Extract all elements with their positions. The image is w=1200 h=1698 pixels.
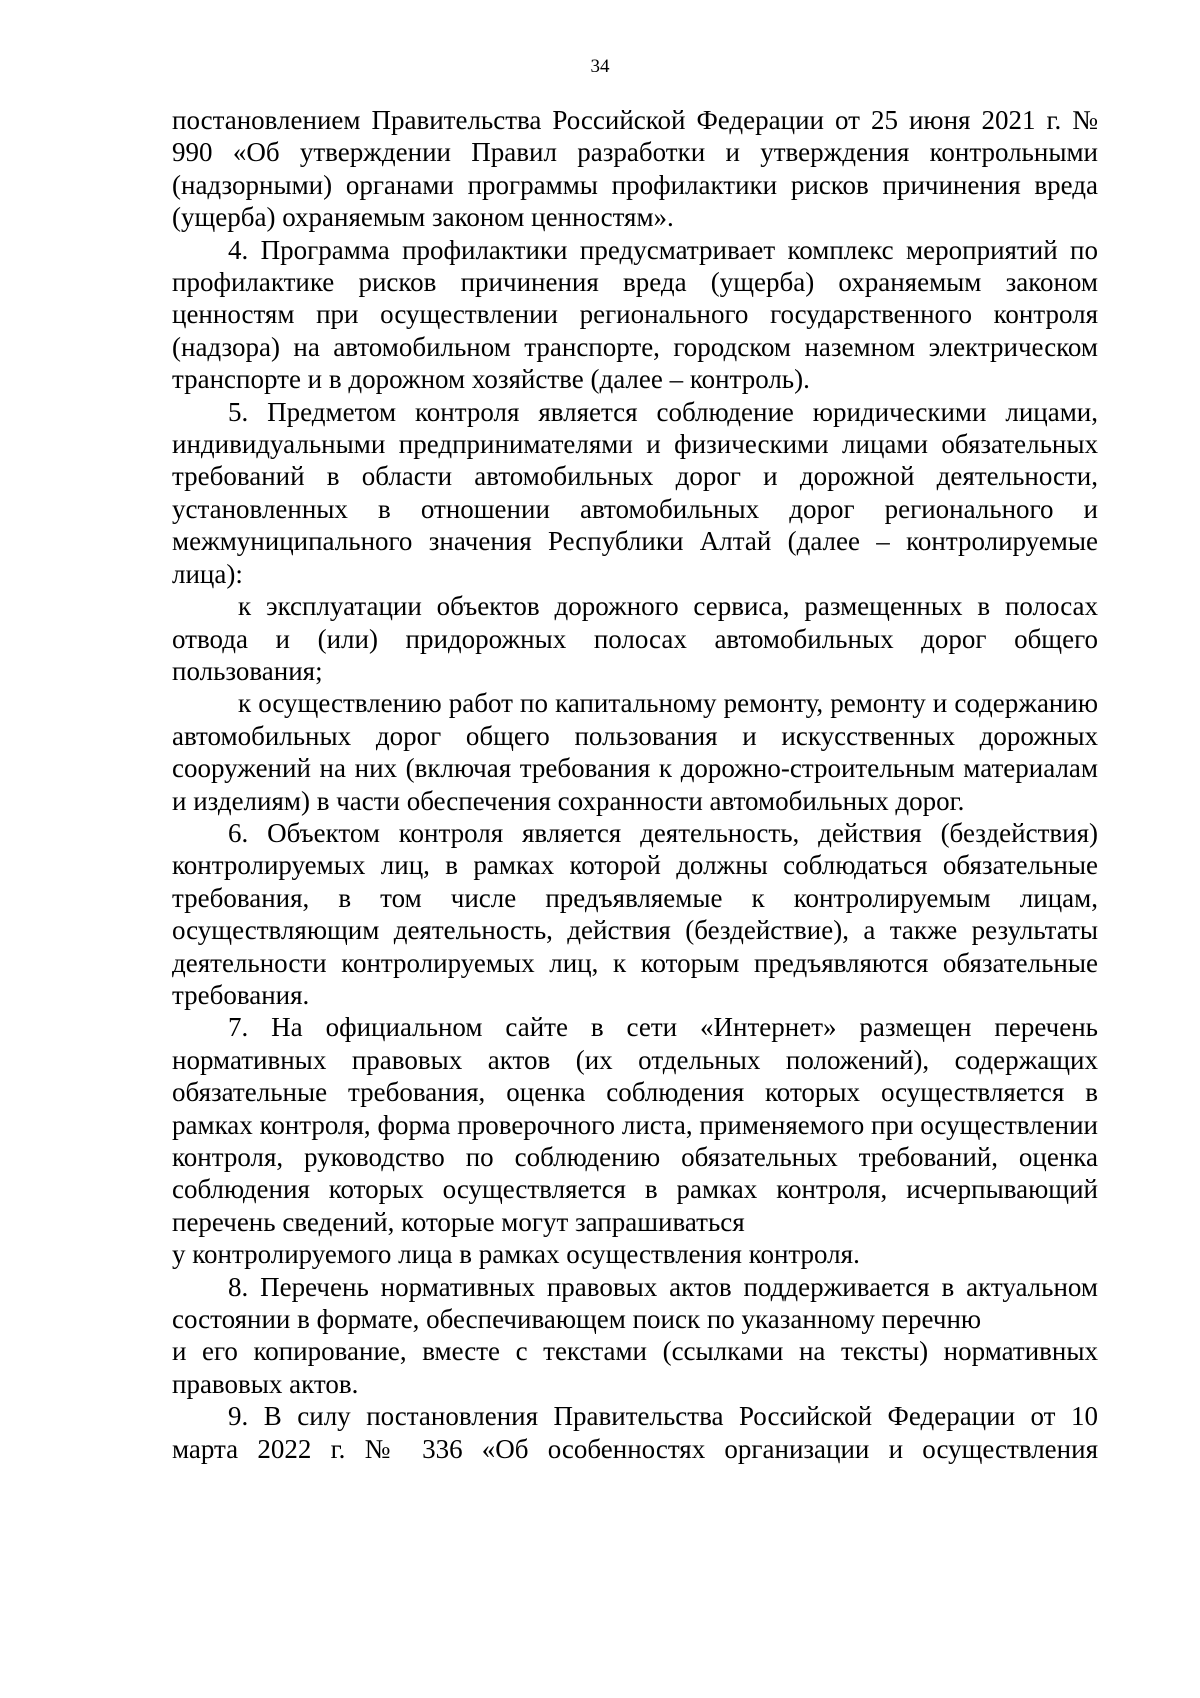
paragraph-subitem-service: к эксплуатации объектов дорожного сервиса, размещенных в полосах отвода и (или) придорожных полосах автомобильных дорог общего пользования; <box>172 591 1098 686</box>
paragraph-item-5: 5. Предметом контроля является соблюдение юридическими лицами, индивидуальными предпринимателями и физическими лицами обязательных требований в области автомобильных дорог и дорожной деятельности, установленных в отношении автомобильных дорог регионального и межмуниципального значения Республики Алтай (далее – контролируемые лица): <box>172 396 1098 589</box>
paragraph-item-7: 7. На официальном сайте в сети «Интернет» размещен перечень нормативных правовых актов (их отдельных положений), содержащих обязательные требования, оценка соблюдения которых осуществляется в рамках контроля, форма проверочного листа, применяемого при осуществлении контроля, руководство по соблюдению обязательных требований, оценка соблюдения которых осуществляется в рамках контроля, исчерпывающий перечень сведений, которые могут запрашиваться <box>172 1012 1098 1237</box>
paragraph-continuation: постановлением Правительства Российской Федерации от 25 июня 2021 г. № 990 «Об утверждении Правил разработки и утверждения контрольными (надзорными) органами программы профилактики рисков причинения вреда (ущерба) охраняемым законом ценностям». <box>172 105 1098 233</box>
paragraph-item-8-tail: и его копирование, вместе с текстами (ссылками на тексты) нормативных правовых актов. <box>172 1336 1098 1399</box>
paragraph-item-8: 8. Перечень нормативных правовых актов поддерживается в актуальном состоянии в формате, обеспечивающем поиск по указанному перечню <box>172 1271 1098 1335</box>
paragraph-item-7-tail: у контролируемого лица в рамках осуществления контроля. <box>172 1239 860 1270</box>
document-body <box>172 104 1098 1465</box>
paragraph-item-6: 6. Объектом контроля является деятельность, действия (бездействия) контролируемых лиц, в рамках которой должны соблюдаться обязательные требования, в том числе предъявляемые к контролируемым лицам, осуществляющим деятельность, действия (бездействие), а также результаты деятельности контролируемых лиц, к которым предъявляются обязательные требования. <box>172 817 1098 1010</box>
paragraph-subitem-repair: к осуществлению работ по капитальному ремонту, ремонту и содержанию автомобильных дорог общего пользования и искусственных дорожных сооружений на них (включая требования к дорожно-строительным материалам и изделиям) в части обеспечения сохранности автомобильных дорог. <box>172 688 1098 816</box>
paragraph-item-4: 4. Программа профилактики предусматривает комплекс мероприятий по профилактике рисков причинения вреда (ущерба) охраняемым законом ценностям при осуществлении регионального государственного контроля (надзора) на автомобильном транспорте, городском наземном электрическом транспорте и в дорожном хозяйстве (далее – контроль). <box>172 234 1098 395</box>
paragraph-item-9: 9. В силу постановления Правительства Российской Федерации от 10 марта 2022 г. № 336 «Об особенностях организации и осуществления <box>172 1401 1098 1464</box>
page-number: 34 <box>590 56 610 77</box>
